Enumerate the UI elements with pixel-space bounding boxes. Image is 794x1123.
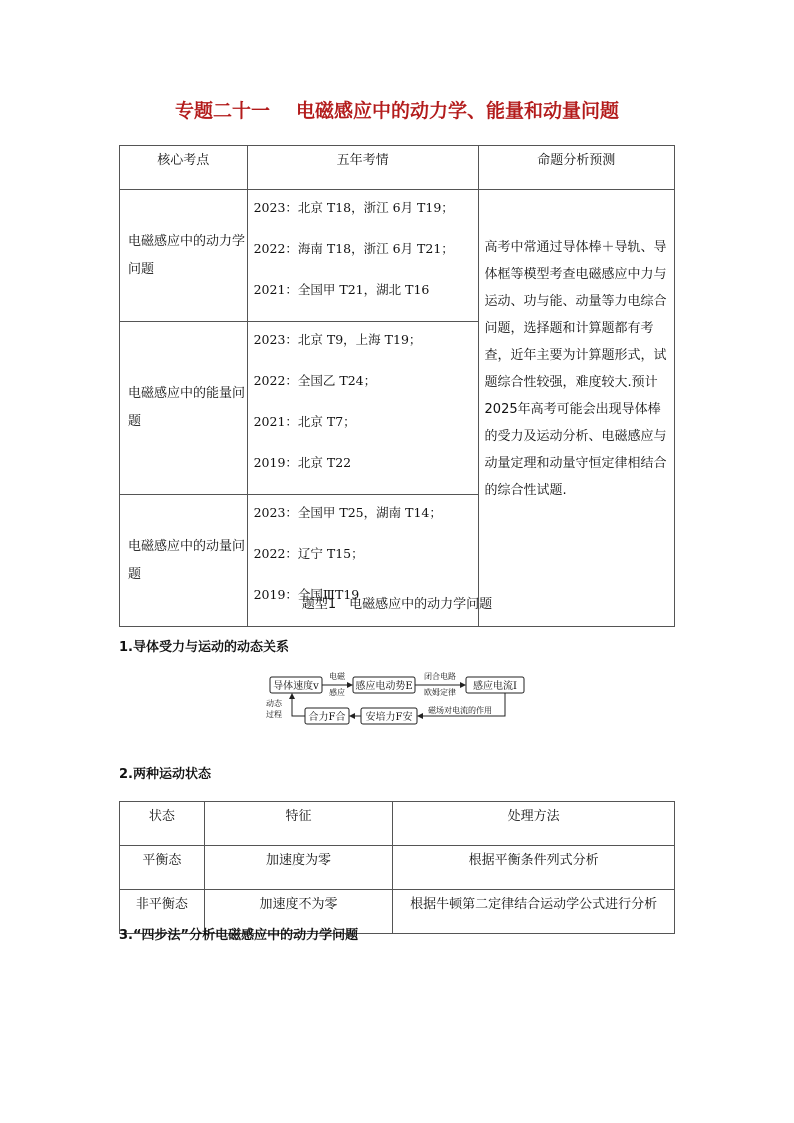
exam-year-entry: 2021：北京 T7； xyxy=(253,414,356,429)
exam-year-entry: 2019：全国ⅢT19 xyxy=(253,587,360,602)
flow-arrow2-bottom: 欧姆定律 xyxy=(424,688,456,697)
years-energy xyxy=(247,322,478,495)
flow-loop-arrow xyxy=(292,694,305,716)
exam-year-entry: 2023：全国甲 T25，湖南 T14； xyxy=(253,505,442,520)
dynamic-relation-diagram xyxy=(262,666,542,730)
years-dynamics xyxy=(247,190,478,322)
analysis-forecast: 高考中常通过导体棒＋导轨、导体框等模型考查电磁感应中力与运动、功与能、动量等力电综合问题，选择题和计算题都有考查，近年主要为计算题形式，试题综合性较强，难度较大.预计2025年高考可能会出现导体棒的受力及运动分析、电磁感应与动量定理和动量守恒定律相结合的综合性试题. xyxy=(478,190,674,627)
header-state: 状态 xyxy=(120,802,205,846)
exam-year-entry: 2023：北京 T9，上海 T19； xyxy=(253,332,422,347)
overview-header-row xyxy=(120,146,675,190)
flow-arrow2-top: 闭合电路 xyxy=(424,672,456,681)
core-point-dynamics: 电磁感应中的动力学问题 xyxy=(120,190,248,322)
flow-left-label-top: 动态 xyxy=(266,699,282,708)
motion-state-table xyxy=(119,801,675,934)
header-analysis: 命题分析预测 xyxy=(478,146,674,190)
flow-left-label-bottom: 过程 xyxy=(266,710,282,719)
flow-velocity-text: 导体速度v xyxy=(273,681,319,692)
core-point-energy: 电磁感应中的能量问题 xyxy=(120,322,248,495)
flow-arrow1-top: 电磁 xyxy=(329,672,345,681)
flow-emf-text: 感应电动势E xyxy=(355,681,413,692)
section-heading-2: 2.两种运动状态 xyxy=(119,767,211,782)
exam-year-entry: 2022：全国乙 T24； xyxy=(253,373,377,388)
overview-row-dynamics xyxy=(120,190,675,322)
exam-year-entry: 2022：辽宁 T15； xyxy=(253,546,364,561)
method-cell: 根据平衡条件列式分析 xyxy=(393,846,675,890)
page-title xyxy=(0,96,794,123)
method-cell: 根据牛顿第二定律结合运动学公式进行分析 xyxy=(393,890,675,934)
exam-year-entry: 2019：北京 T22 xyxy=(253,455,352,470)
exam-year-entry: 2023：北京 T18，浙江 6月 T19； xyxy=(253,200,454,215)
exam-year-entry: 2022：海南 T18，浙江 6月 T21； xyxy=(253,241,454,256)
feature-cell: 加速度为零 xyxy=(204,846,392,890)
flow-net-force-text: 合力F合 xyxy=(308,712,346,723)
flow-arrow1-bottom: 感应 xyxy=(329,688,345,697)
state-header-row xyxy=(120,802,675,846)
table-row xyxy=(120,846,675,890)
flow-return-label: 磁场对电流的作用 xyxy=(428,706,492,715)
core-point-momentum: 电磁感应中的动量问题 xyxy=(120,495,248,627)
flow-current-text: 感应电流I xyxy=(473,681,517,692)
title-part-1: 专题二十一 xyxy=(174,100,270,122)
header-core-point: 核心考点 xyxy=(120,146,248,190)
state-cell: 平衡态 xyxy=(120,846,205,890)
state-cell: 非平衡态 xyxy=(120,890,205,934)
header-five-years: 五年考情 xyxy=(247,146,478,190)
header-method: 处理方法 xyxy=(393,802,675,846)
section-heading-3: 3.“四步法”分析电磁感应中的动力学问题 xyxy=(119,928,359,943)
question-type-heading: 题型1 电磁感应中的动力学问题 xyxy=(301,597,493,612)
header-feature: 特征 xyxy=(204,802,392,846)
feature-cell: 加速度不为零 xyxy=(204,890,392,934)
overview-table xyxy=(119,145,675,627)
section-heading-1: 1.导体受力与运动的动态关系 xyxy=(119,640,289,655)
flow-ampere-text: 安培力F安 xyxy=(365,712,413,723)
title-part-2: 电磁感应中的动力学、能量和动量问题 xyxy=(296,100,620,122)
exam-year-entry: 2021：全国甲 T21，湖北 T16 xyxy=(253,282,430,297)
